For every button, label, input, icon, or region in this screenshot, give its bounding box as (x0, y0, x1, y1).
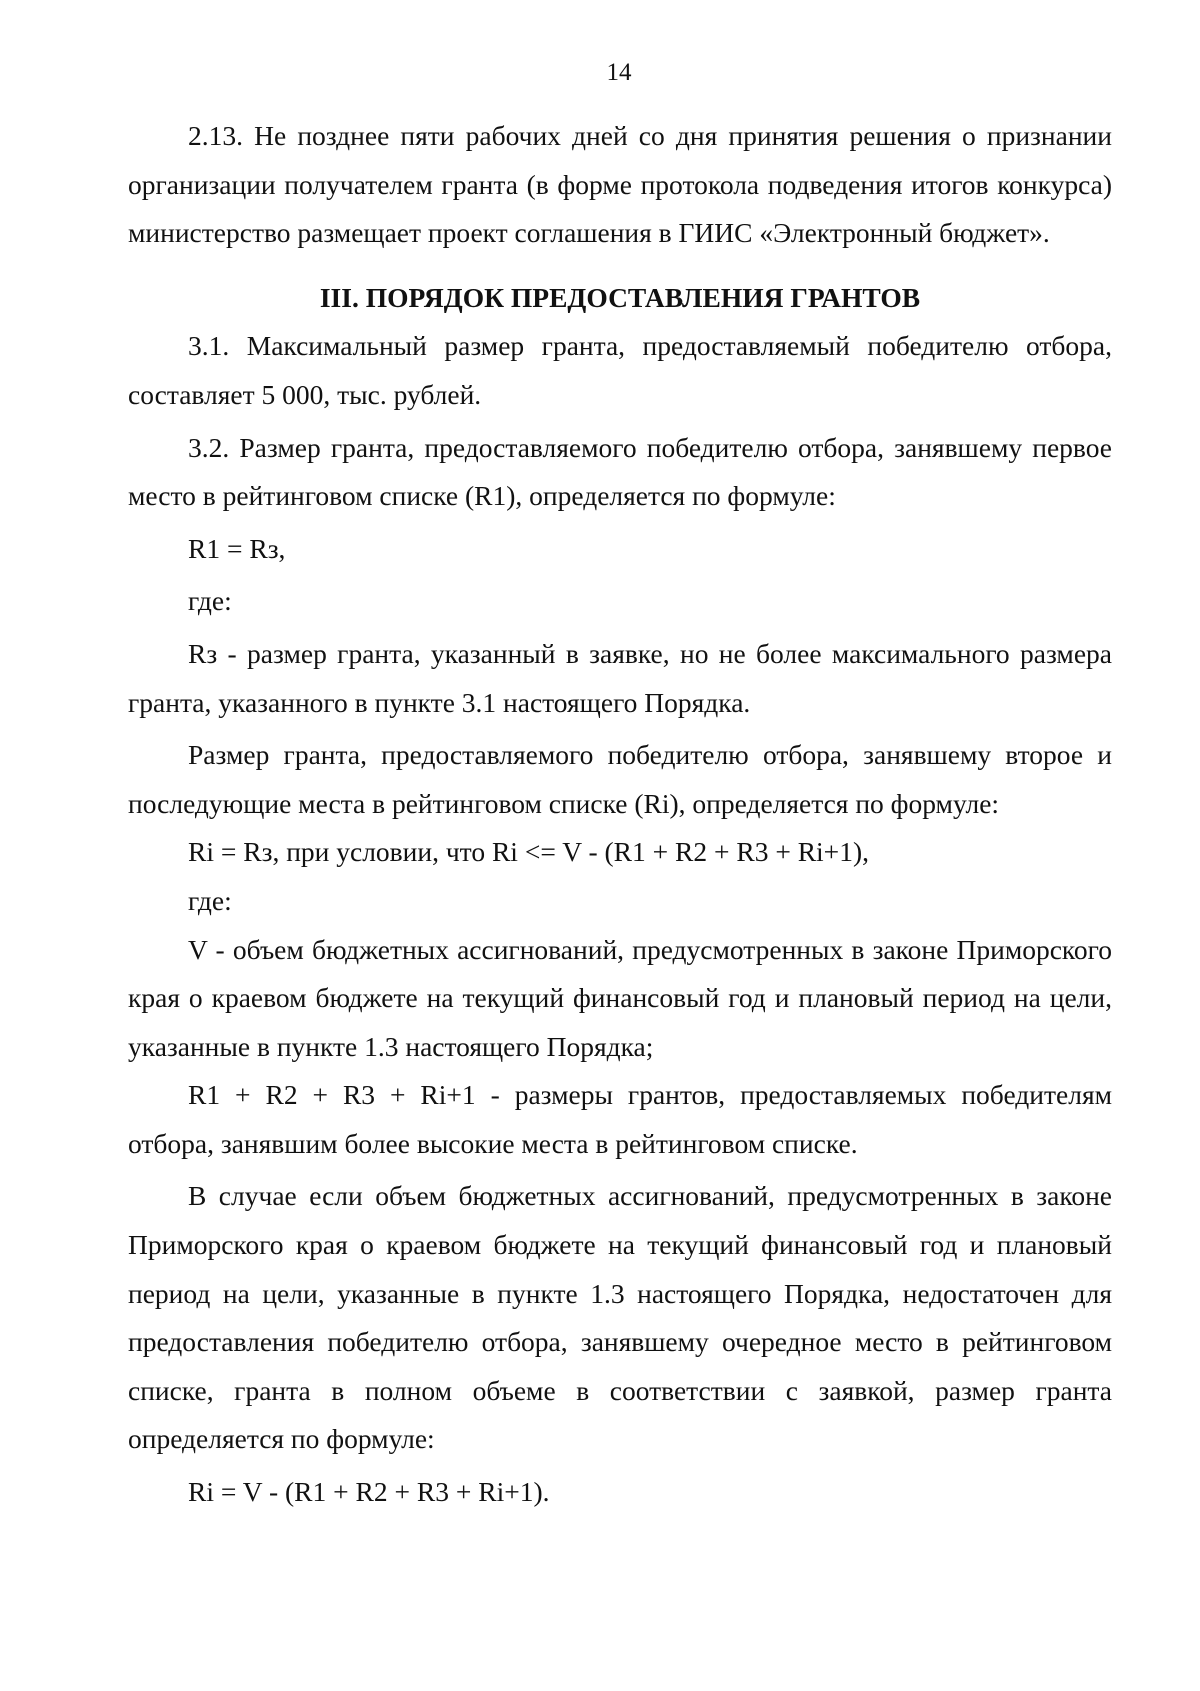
where-label-1: где: (188, 585, 232, 617)
document-body (128, 112, 1112, 1517)
formula-ri-remainder: Ri = V - (R1 + R2 + R3 + Ri+1). (188, 1476, 550, 1508)
definition-v: V - объем бюджетных ассигнований, предусмотренных в законе Приморского края о краевом бюджете на текущий финансовый год и плановый период на цели, указанные в пункте 1.3 настоящего Порядка; (128, 933, 1112, 1062)
section-heading: III. ПОРЯДОК ПРЕДОСТАВЛЕНИЯ ГРАНТОВ (319, 281, 921, 313)
where-label-2: где: (188, 884, 232, 916)
paragraph-second-places: Размер гранта, предоставляемого победителю отбора, занявшему второе и последующие места в рейтинговом списке (Ri), определяется по формуле: (128, 739, 1112, 819)
paragraph-insufficient: В случае если объем бюджетных ассигнований, предусмотренных в законе Приморского края о краевом бюджете на текущий финансовый год и плановый период на цели, указанные в пункте 1.3 настоящего Порядка, недостаточен для предоставления победителю отбора, занявшему очередное место в рейтинговом списке, гранта в полном объеме в соответствии с заявкой, размер гранта определяется по формуле: (128, 1180, 1112, 1455)
page-number: 14 (606, 59, 632, 86)
formula-ri-condition: Ri = Rз, при условии, что Ri <= V - (R1 + R2 + R3 + Ri+1), (188, 836, 869, 868)
paragraph-3-1: 3.1. Максимальный размер гранта, предоставляемый победителю отбора, составляет 5 000, тыс. рублей. (128, 330, 1112, 410)
formula-r1: R1 = Rз, (188, 532, 286, 564)
paragraph-3-2: 3.2. Размер гранта, предоставляемого победителю отбора, занявшему первое место в рейтинговом списке (R1), определяется по формуле: (128, 431, 1112, 512)
paragraph-2-13: 2.13. Не позднее пяти рабочих дней со дня принятия решения о признании организации получателем гранта (в форме протокола подведения итогов конкурса) министерство размещает проект соглашения в ГИИС «Электронный бюджет». (128, 120, 1112, 249)
definition-sum: R1 + R2 + R3 + Ri+1 - размеры грантов, предоставляемых победителям отбора, занявшим более высокие места в рейтинговом списке. (128, 1079, 1112, 1159)
definition-rz: Rз - размер гранта, указанный в заявке, но не более максимального размера гранта, указанного в пункте 3.1 настоящего Порядка. (128, 637, 1112, 718)
